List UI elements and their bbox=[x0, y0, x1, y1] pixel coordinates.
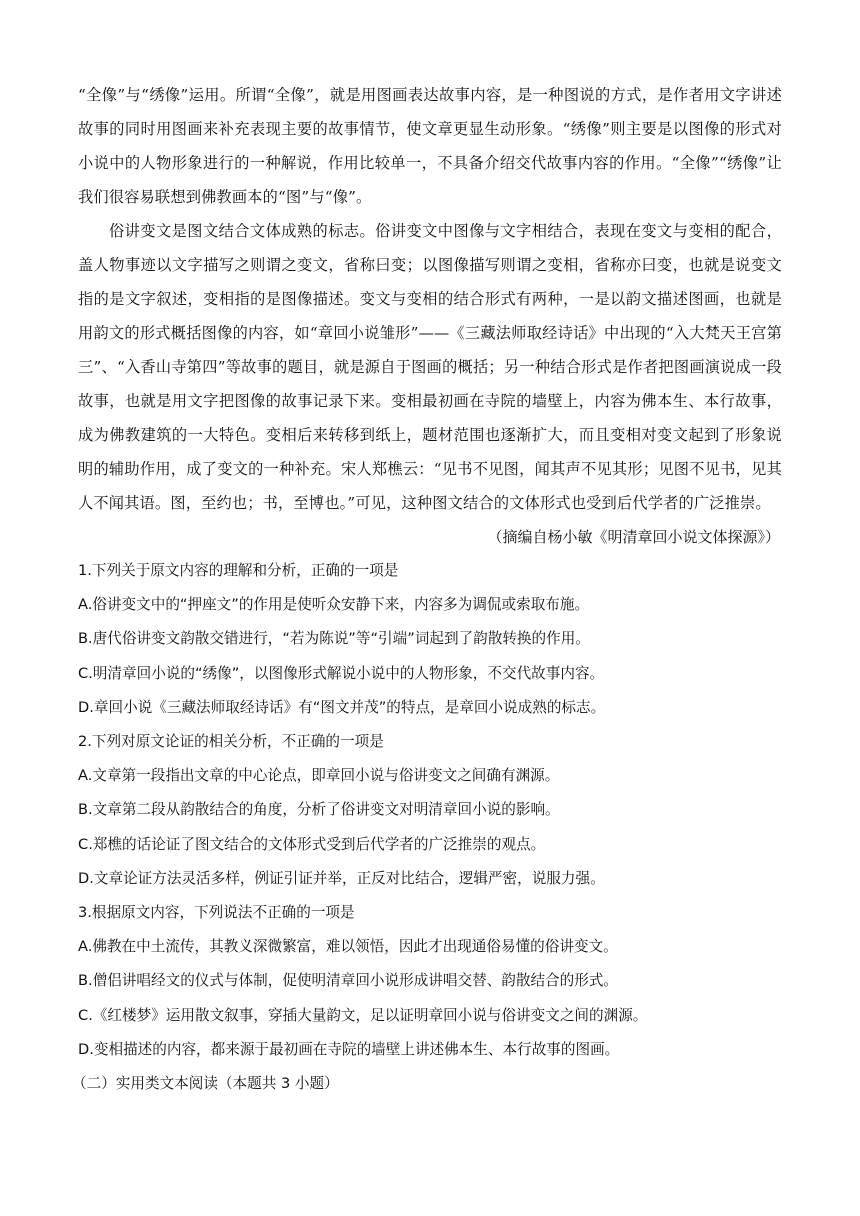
option-c: C.郑樵的话论证了图文结合的文体形式受到后代学者的广泛推崇的观点。 bbox=[78, 835, 546, 853]
option-d: D.变相描述的内容，都来源于最初画在寺院的墙壁上讲述佛本生、本行故事的图画。 bbox=[78, 1040, 620, 1058]
question-stem: 3.根据原文内容，下列说法不正确的一项是 bbox=[78, 904, 355, 922]
question-2 bbox=[78, 725, 782, 896]
option-a: A.文章第一段指出文章的中心论点，即章回小说与俗讲变文之间确有渊源。 bbox=[78, 767, 560, 785]
option-d: D.文章论证方法灵活多样，例证引证并举，正反对比结合，逻辑严密，说服力强。 bbox=[78, 869, 605, 887]
option-c: C.《红楼梦》运用散文叙事，穿插大量韵文，足以证明章回小说与俗讲变文之间的渊源。 bbox=[78, 1006, 648, 1024]
section-heading: （二）实用类文本阅读（本题共 3 小题） bbox=[72, 1075, 339, 1093]
question-3 bbox=[78, 896, 782, 1067]
option-c: C.明清章回小说的“绣像”，以图像形式解说小说中的人物形象，不交代故事内容。 bbox=[78, 664, 605, 682]
passage-paragraph-2: 俗讲变文是图文结合文体成熟的标志。俗讲变文中图像与文字相结合，表现在变文与变相的配合，盖人物事迹以文字描写之则谓之变文，省称曰变；以图像描写则谓之变相，省称亦曰变，也就是说变文指的是文字叙述，变相指的是图像描述。变文与变相的结合形式有两种，一是以韵文描述图画，也就是用韵文的形式概括图像的内容，如“章回小说雏形”——《三藏法师取经诗话》中出现的“入大梵天王宫第三”、“入香山寺第四”等故事的题目，就是源自于图画的概括；另一种结合形式是作者把图画演说成一段故事，也就是用文字把图像的故事记录下来。变相最初画在寺院的墙壁上，内容为佛本生、本行故事，成为佛教建筑的一大特色。变相后来转移到纸上，题材范围也逐渐扩大，而且变相对变文起到了形象说明的辅助作用，成了变文的一种补充。宋人郑樵云：“见书不见图，闻其声不见其形；见图不见书，见其人不闻其语。图，至约也；书，至博也。”可见，这种图文结合的文体形式也受到后代学者的广泛推崇。 bbox=[78, 222, 782, 512]
option-b: B.文章第二段从韵散结合的角度，分析了俗讲变文对明清章回小说的影响。 bbox=[78, 801, 560, 819]
option-b: B.唐代俗讲变文韵散交错进行，“若为陈说”等“引端”词起到了韵散转换的作用。 bbox=[78, 630, 590, 648]
question-stem: 1.下列关于原文内容的理解和分析，正确的一项是 bbox=[78, 562, 399, 579]
option-a: A.俗讲变文中的“押座文”的作用是使听众安静下来，内容多为调侃或索取布施。 bbox=[78, 596, 590, 614]
passage-paragraph-1: “全像”与“绣像”运用。所谓“全像”，就是用图画表达故事内容，是一种图说的方式，是作者用文字讲述故事的同时用图画来补充表现主要的故事情节，使文章更显生动形象。“绣像”则主要是以图像的形式对小说中的人物形象进行的一种解说，作用比较单一，不具备介绍交代故事内容的作用。“全像”“绣像”让我们很容易联想到佛教画本的“图”与“像”。 bbox=[78, 86, 782, 206]
option-d: D.章回小说《三藏法师取经诗话》有“图文并茂”的特点，是章回小说成熟的标志。 bbox=[78, 698, 606, 716]
question-1 bbox=[78, 554, 782, 725]
option-a: A.佛教在中土流传，其教义深微繁富，难以领悟，因此才出现通俗易懂的俗讲变文。 bbox=[78, 938, 618, 956]
passage-source: （摘编自杨小敏《明清章回小说文体探源》） bbox=[487, 528, 780, 546]
question-stem: 2.下列对原文论证的相关分析，不正确的一项是 bbox=[78, 733, 384, 751]
option-b: B.僧侣讲唱经文的仪式与体制，促使明清章回小说形成讲唱交替、韵散结合的形式。 bbox=[78, 972, 619, 990]
